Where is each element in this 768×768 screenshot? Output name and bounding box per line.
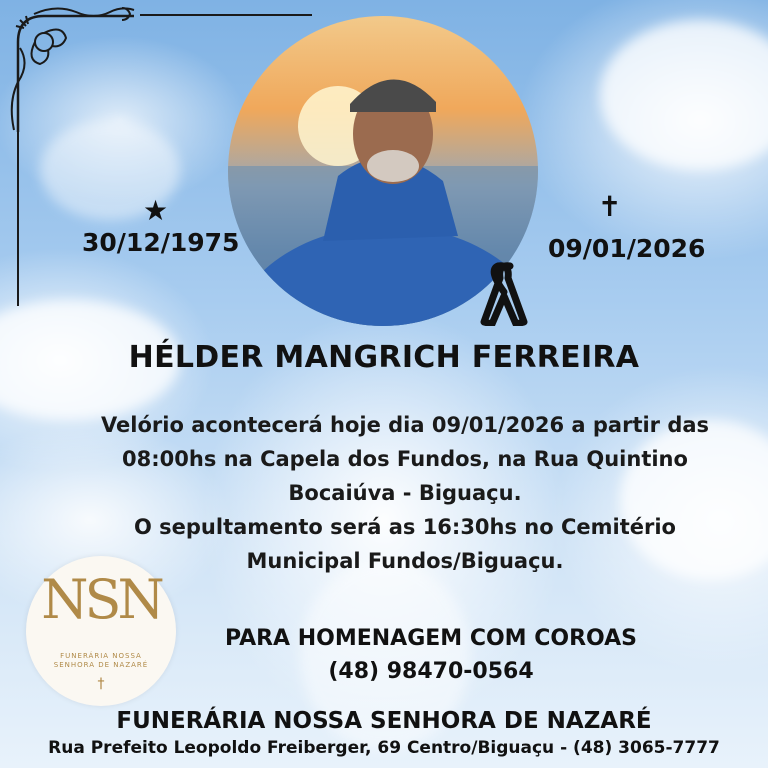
notice-line: Municipal Fundos/Biguaçu.	[246, 549, 564, 573]
cross-icon: ✝	[598, 190, 622, 223]
birth-date: 30/12/1975	[82, 228, 240, 257]
frame-line-top	[140, 14, 312, 16]
frame-line-left	[17, 128, 19, 306]
footer-address: Rua Prefeito Leopoldo Freiberger, 69 Centro/Biguaçu - (48) 3065-7777	[48, 738, 720, 758]
cloud	[600, 20, 768, 170]
logo-name-line: SENHORA DE NAZARÉ	[53, 661, 149, 669]
funeral-home-logo	[26, 556, 176, 706]
tribute-info	[196, 622, 666, 688]
tribute-label: PARA HOMENAGEM COM COROAS	[224, 626, 638, 651]
notice-line: Bocaiúva - Biguaçu.	[288, 481, 522, 505]
death-date: 09/01/2026	[548, 234, 706, 263]
mourning-ribbon-icon	[478, 262, 530, 326]
corner-ornament-icon	[4, 2, 140, 136]
notice-line: O sepultamento será as 16:30hs no Cemitério	[133, 515, 676, 539]
logo-name	[26, 652, 176, 670]
tribute-phone: (48) 98470-0564	[328, 659, 534, 684]
star-icon: ★	[143, 194, 169, 227]
logo-name-line: FUNERÁRIA NOSSA	[60, 652, 142, 660]
footer-title: FUNERÁRIA NOSSA SENHORA DE NAZARÉ	[116, 708, 652, 734]
deceased-name: HÉLDER MANGRICH FERREIRA	[128, 340, 640, 375]
notice-line: 08:00hs na Capela dos Fundos, na Rua Quintino	[122, 447, 688, 471]
funeral-notice	[60, 408, 750, 578]
notice-line: Velório acontecerá hoje dia 09/01/2026 a partir das	[100, 413, 710, 437]
logo-monogram: NSN	[41, 568, 161, 631]
logo-cross-icon: †	[97, 676, 105, 692]
